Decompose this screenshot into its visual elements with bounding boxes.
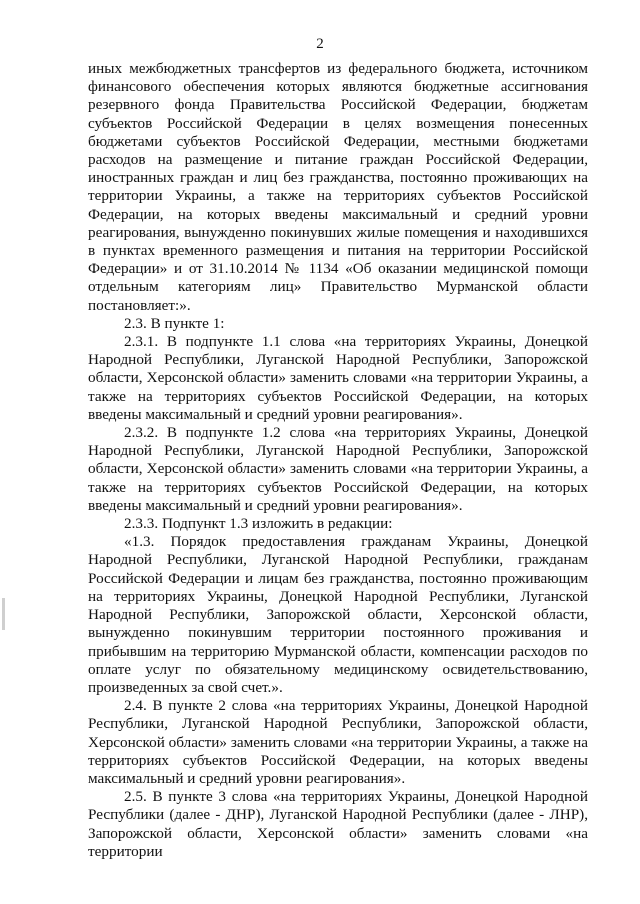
paragraph-1-3-quote: «1.3. Порядок предоставления гражданам Украины, Донецкой Народной Республики, Луганской Народной Республики, гражданам Российской Федерации и лицам без гражданства, постоянно проживающим на территориях Украины, Донецкой Народной Республики, Луганской Народной Республики, Запорожской области, Херсонской области, вынужденно покинувшим территории постоянного проживания и прибывшим на территорию Мурманской области, компенсации расходов по оплате услуг по обязательному медицинскому освидетельствованию, произведенных за свой счет.». — [88, 533, 588, 696]
paragraph-2-3: 2.3. В пункте 1: — [124, 314, 225, 332]
paragraph-2-4: 2.4. В пункте 2 слова «на территориях Украины, Донецкой Народной Республики, Луганской Народной Республики, Запорожской области, Херсонской области» заменить словами «на территории Украины, а также на территориях субъектов Российской Федерации, на которых введены максимальный и средний уровни реагирования». — [88, 697, 588, 787]
paragraph-2-5: 2.5. В пункте 3 слова «на территориях Украины, Донецкой Народной Республики (далее - ДНР), Луганской Народной Республики (далее - ЛНР), Запорожской области, Херсонской области» заменить словами «на территории — [88, 788, 588, 860]
paragraph-continuation: иных межбюджетных трансфертов из федерального бюджета, источником финансового обеспечения которых являются бюджетные ассигнования резервного фонда Правительства Российской Федерации, бюджетам субъектов Российской Федерации в целях возмещения понесенных бюджетами субъектов Российской Федерации, местными бюджетами расходов на размещение и питание граждан Российской Федерации, иностранных граждан и лиц без гражданства, постоянно проживающих на территории Украины, а также на территориях субъектов Российской Федерации, на которых введены максимальный и средний уровни реагирования, вынужденно покинувших жилые помещения и находившихся в пунктах временного размещения и питания на территории Российской Федерации» и от 31.10.2014 № 1134 «Об оказании медицинской помощи отдельным категориям лиц» Правительство Мурманской области постановляет:». — [88, 60, 588, 314]
document-body — [88, 60, 588, 861]
paragraph-2-3-2: 2.3.2. В подпункте 1.2 слова «на территориях Украины, Донецкой Народной Республики, Луганской Народной Республики, Запорожской области, Херсонской области» заменить словами «на территории Украины, а также на территориях субъектов Российской Федерации, на которых введены максимальный и средний уровни реагирования». — [88, 424, 588, 514]
page-number: 2 — [316, 36, 324, 52]
paragraph-2-3-3: 2.3.3. Подпункт 1.3 изложить в редакции: — [124, 515, 393, 533]
scan-edge-mark — [2, 598, 5, 630]
paragraph-2-3-1: 2.3.1. В подпункте 1.1 слова «на территориях Украины, Донецкой Народной Республики, Луганской Народной Республики, Запорожской области, Херсонской области» заменить словами «на территории Украины, а также на территориях субъектов Российской Федерации, на которых введены максимальный и средний уровни реагирования». — [88, 333, 588, 423]
